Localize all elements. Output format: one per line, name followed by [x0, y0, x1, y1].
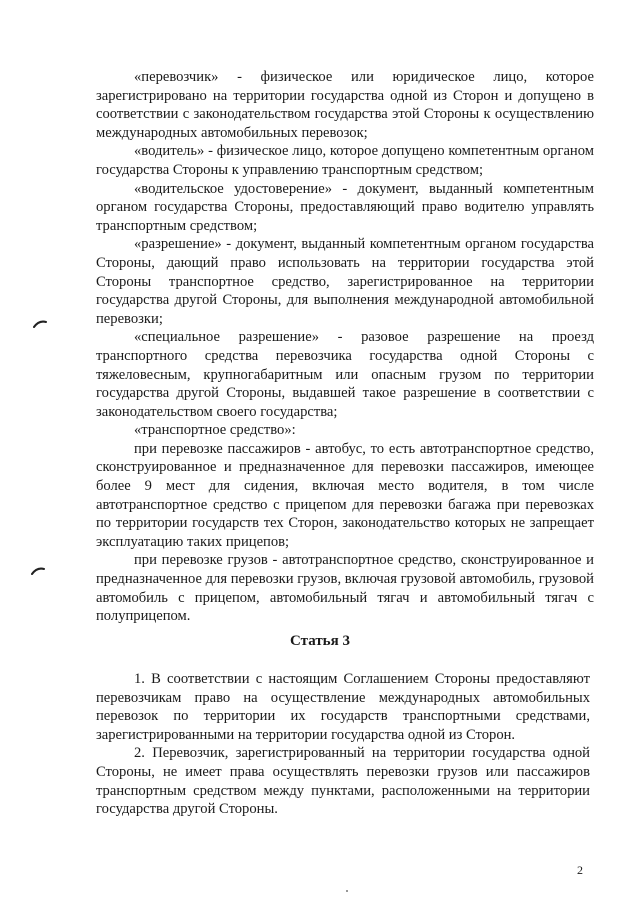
- definition-carrier: «перевозчик» - физическое или юридическое лицо, которое зарегистрировано на территории государства одной из Сторон и допущено в соответствии с законодательством государства этой Стороны к осуществлению международных автомобильных перевозок;: [96, 69, 594, 141]
- definitions-section: [96, 68, 594, 626]
- definition-permit: «разрешение» - документ, выданный компетентным органом государства Стороны, дающий право использовать на территории государства этой Стороны транспортное средство, зарегистрированное на территории государства другой Стороны, для выполнения международной автомобильной перевозки;: [96, 236, 594, 327]
- definition-driver: «водитель» - физическое лицо, которое допущено компетентным органом государства Стороны к управлению транспортным средством;: [96, 143, 594, 178]
- hole-punch-mark-icon: [31, 563, 45, 577]
- definition-vehicle-cargo: при перевозке грузов - автотранспортное средство, сконструированное и предназначенное для перевозки грузов, включая грузовой автомобиль, грузовой автомобиль с прицепом, автомобильный тягач и автомобильный тягач с полуприцепом.: [96, 552, 594, 625]
- page-number: 2: [577, 863, 583, 877]
- definition-vehicle-passengers: при перевозке пассажиров - автобус, то есть автотранспортное средство, сконструированное и предназначенное для перевозки пассажиров, имеющее более 9 мест для сидения, включая место водителя, в том числе автотранспортное средство с прицепом для перевозки багажа при перевозках по территории государств тех Сторон, законодательство которых не запрещает эксплуатацию таких прицепов;: [96, 440, 594, 550]
- article-heading: Статья 3: [290, 633, 350, 649]
- hole-punch-mark-icon: [33, 316, 47, 330]
- definition-driving-license: «водительское удостоверение» - документ, выданный компетентным органом государства Стороны, предоставляющий право водителю управлять транспортным средством;: [96, 180, 594, 234]
- definition-special-permit: «специальное разрешение» - разовое разрешение на проезд транспортного средства перевозчика государства одной Стороны с тяжеловесным, крупногабаритным или опасным грузом по территории государства другой Стороны, выдавшей такое разрешение в соответствии с законодательством своего государства;: [96, 329, 594, 420]
- scan-speck: [346, 890, 348, 892]
- article-paragraph-2: 2. Перевозчик, зарегистрированный на территории государства одной Стороны, не имеет права осуществлять перевозки грузов или пассажиров транспортным средством между пунктами, расположенными на территории государства другой Стороны.: [96, 745, 590, 818]
- definition-vehicle: «транспортное средство»:: [134, 422, 296, 439]
- article-body: [96, 670, 590, 819]
- article-paragraph-1: 1. В соответствии с настоящим Соглашением Стороны предоставляют перевозчикам право на осуществление международных автомобильных перевозок по территории их государств транспортными средствами, зарегистрированными на территории государства одной из Сторон.: [96, 671, 590, 743]
